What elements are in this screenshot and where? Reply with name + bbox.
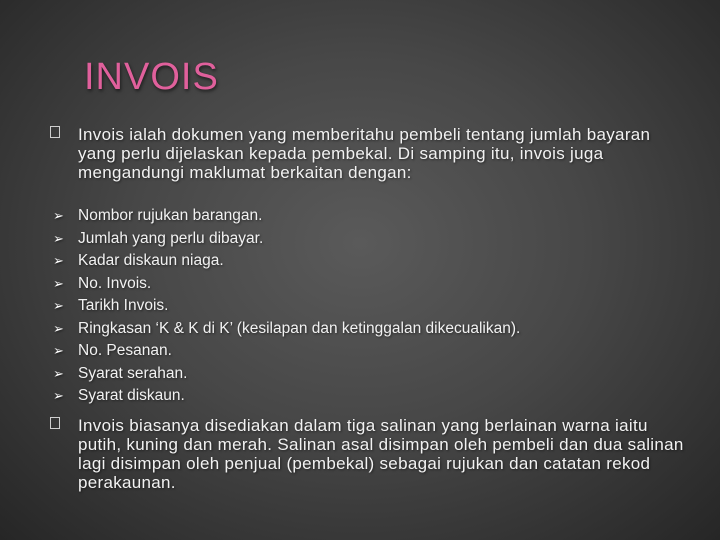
arrow-bullet-icon: ➢: [53, 365, 64, 381]
list-item: ➢ Nombor rujukan barangan.: [50, 205, 520, 228]
invoice-details-list: [50, 205, 520, 408]
list-item: ➢ No. Pesanan.: [50, 340, 520, 363]
list-item: ➢ Tarikh Invois.: [50, 295, 520, 318]
intro-paragraph: [50, 125, 690, 182]
arrow-bullet-icon: ➢: [53, 230, 64, 246]
slide-title: INVOIS: [84, 56, 219, 98]
list-item: ➢ Ringkasan ‘K & K di K’ (kesilapan dan ketinggalan dikecualikan).: [50, 318, 520, 341]
outro-paragraph: [50, 416, 690, 492]
list-item: ➢ Jumlah yang perlu dibayar.: [50, 228, 520, 251]
arrow-bullet-icon: ➢: [53, 343, 64, 358]
list-item: ➢ No. Invois.: [50, 273, 520, 296]
square-bullet-icon: [50, 126, 60, 138]
arrow-bullet-icon: ➢: [53, 253, 64, 268]
arrow-bullet-icon: ➢: [53, 320, 64, 336]
list-item: ➢ Syarat diskaun.: [50, 385, 520, 408]
list-item: ➢ Syarat serahan.: [50, 363, 520, 386]
arrow-bullet-icon: ➢: [53, 388, 64, 403]
arrow-bullet-icon: ➢: [53, 298, 64, 313]
list-item: ➢ Kadar diskaun niaga.: [50, 250, 520, 273]
outro-text: Invois biasanya disediakan dalam tiga salinan yang berlainan warna iaitu putih, kuning dan merah. Salinan asal disimpan oleh pembeli dan dua salinan lagi disimpan oleh penjual (pembekal) sebagai rujukan dan catatan rekod perakaunan.: [78, 416, 684, 492]
intro-text: Invois ialah dokumen yang memberitahu pembeli tentang jumlah bayaran yang perlu dijelaskan kepada pembekal. Di samping itu, invois juga mengandungi maklumat berkaitan dengan:: [78, 125, 651, 182]
arrow-bullet-icon: ➢: [53, 208, 64, 223]
square-bullet-icon: [50, 417, 60, 429]
arrow-bullet-icon: ➢: [53, 275, 64, 291]
